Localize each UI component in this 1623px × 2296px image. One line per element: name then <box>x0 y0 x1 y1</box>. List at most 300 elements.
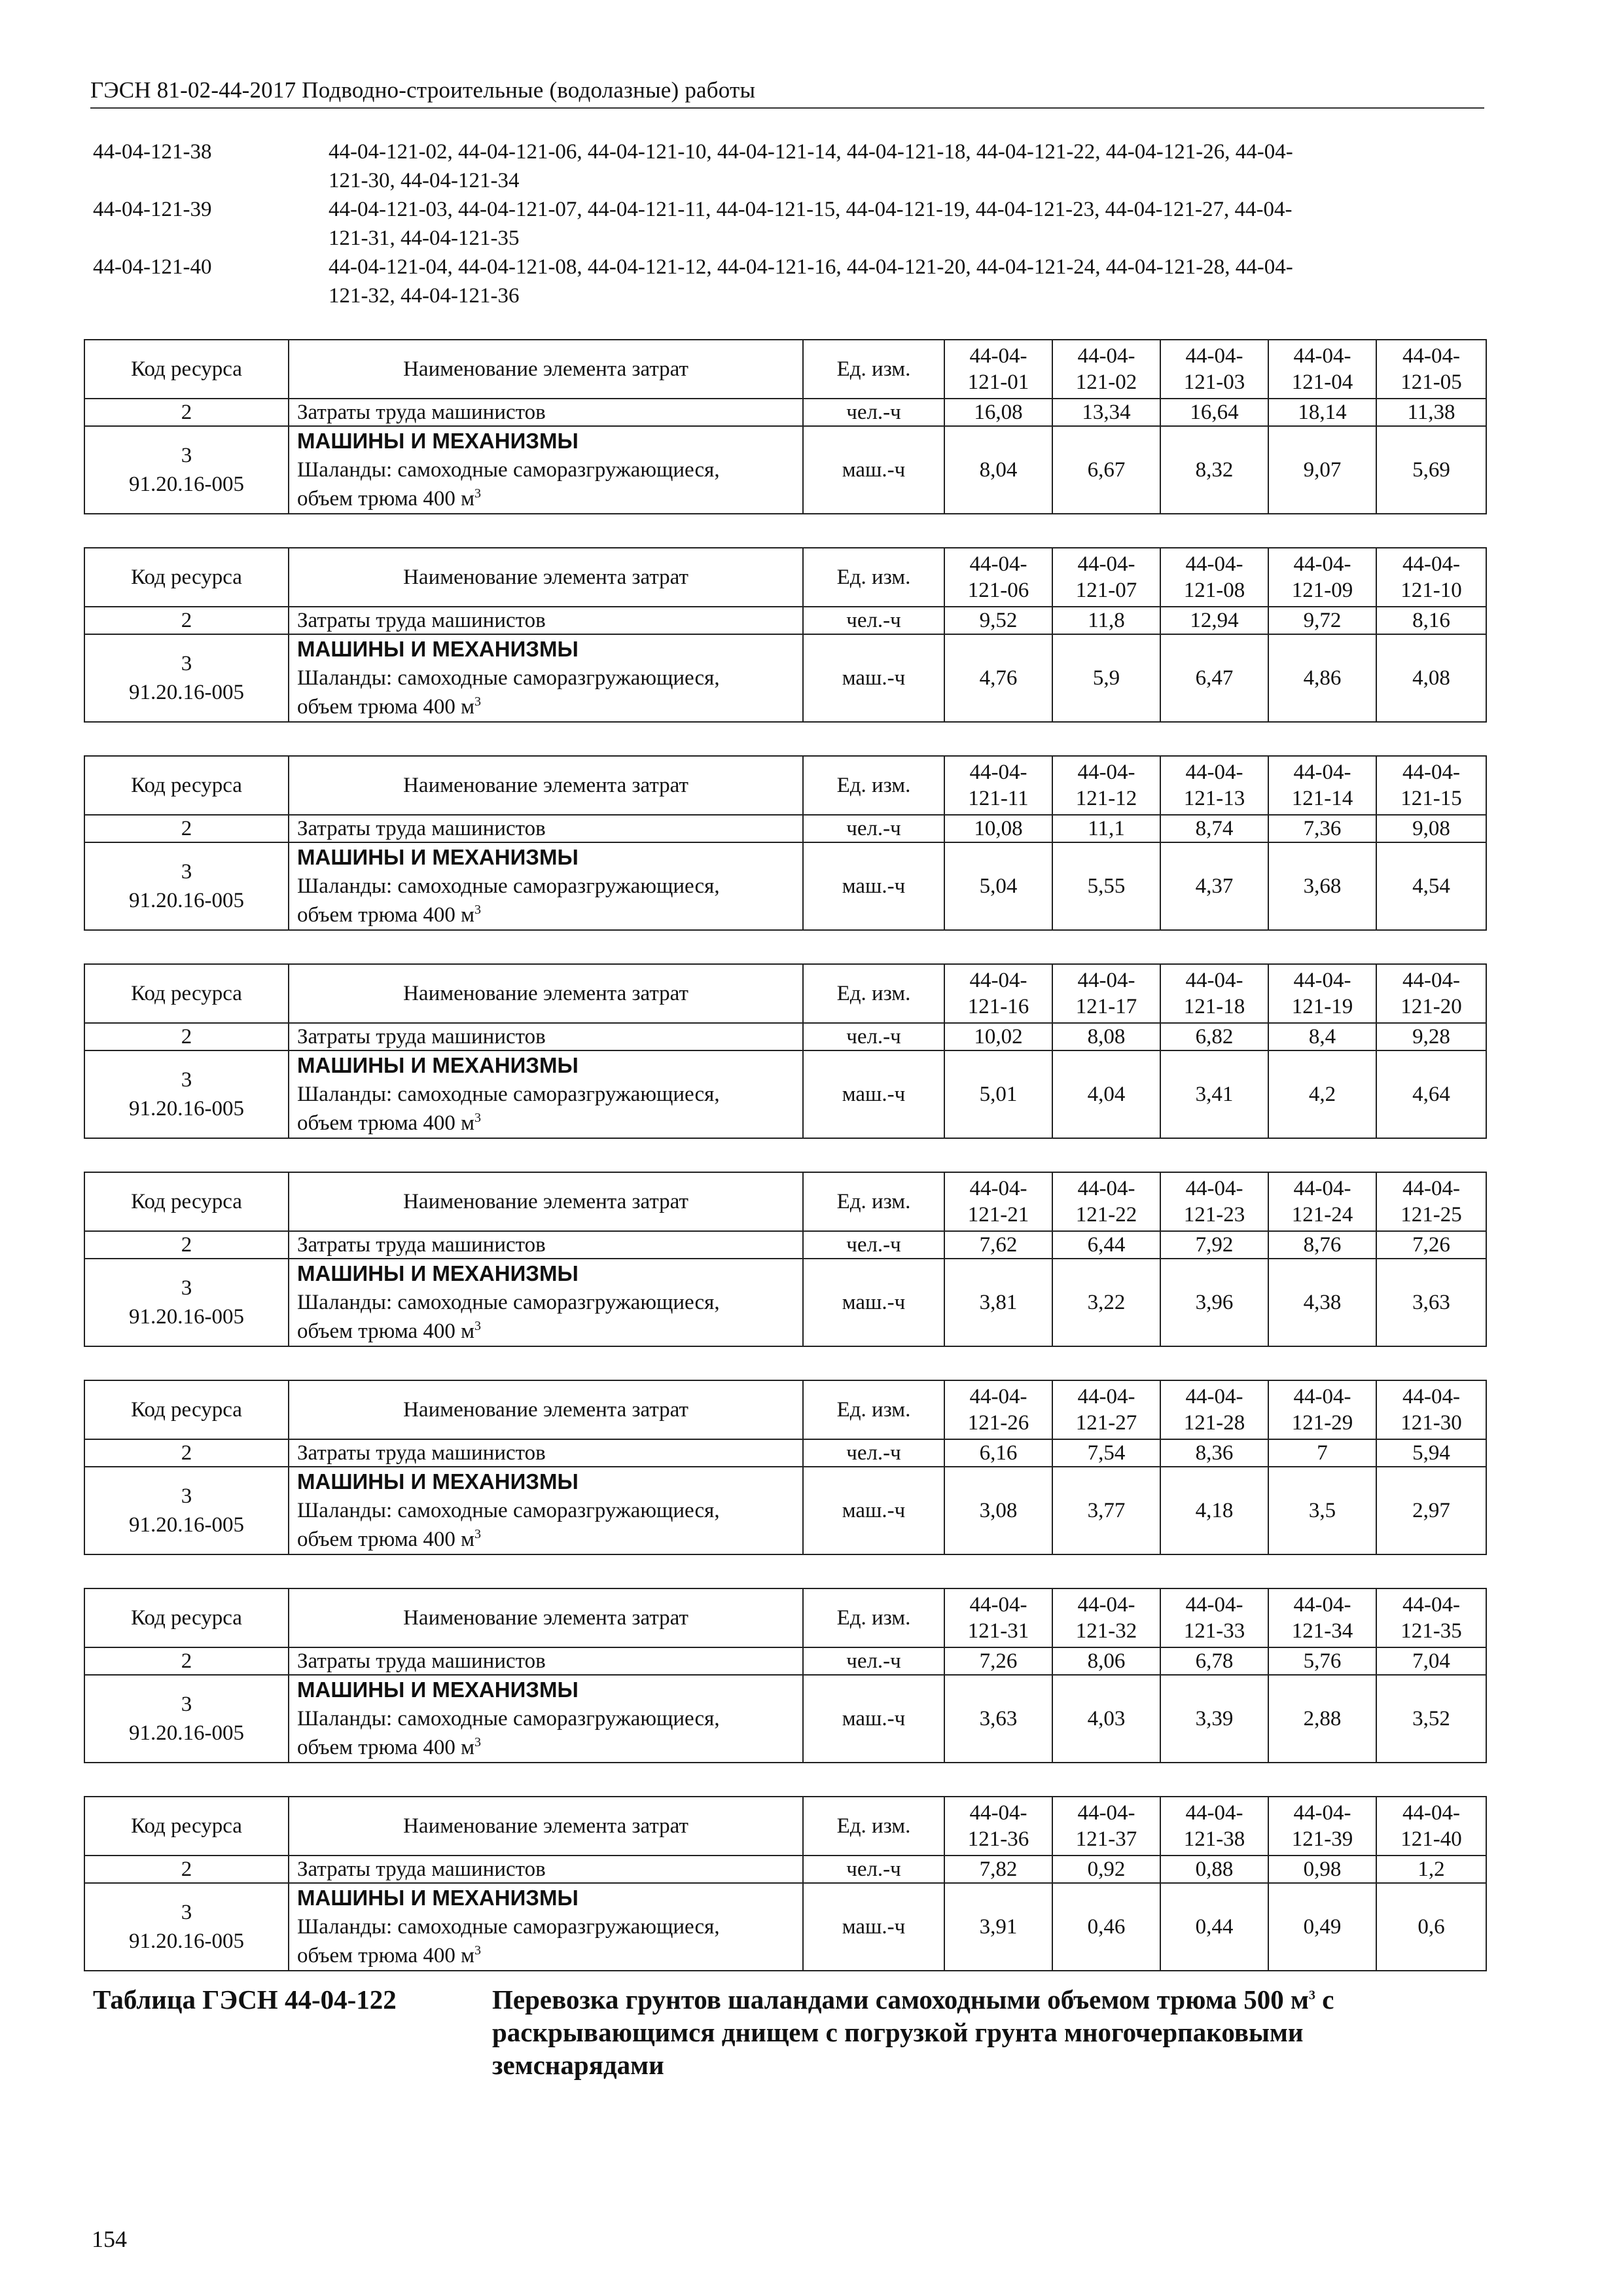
section-code: 3 <box>181 1693 192 1716</box>
section-code: 3 <box>181 444 192 467</box>
norm-code-part: 44-04- <box>1185 344 1243 368</box>
column-header-norm <box>1160 756 1268 815</box>
section-title: МАШИНЫ И МЕХАНИЗМЫ <box>297 1677 579 1702</box>
norm-code-part: 44-04- <box>1185 761 1243 784</box>
table-row-machine <box>84 1675 1486 1763</box>
column-header-name: Наименование элемента затрат <box>289 340 803 399</box>
column-header-unit: Ед. изм. <box>803 964 944 1023</box>
column-header-norm <box>1160 1380 1268 1439</box>
norm-code-part: 121-29 <box>1291 1411 1353 1435</box>
table-cell-value: 10,08 <box>944 815 1052 842</box>
norm-code-part: 44-04- <box>1402 969 1460 992</box>
column-header-norm <box>944 548 1052 607</box>
table-cell-value: 7,82 <box>944 1856 1052 1883</box>
resource-unit: чел.-ч <box>803 607 944 634</box>
machine-name-line: Шаланды: самоходные саморазгружающиеся, <box>297 1083 720 1106</box>
table-cell-value: 4,04 <box>1052 1050 1160 1138</box>
machine-name-line: объем трюма 400 м <box>297 1319 475 1343</box>
resource-unit: маш.-ч <box>803 1883 944 1971</box>
table-cell-value: 5,04 <box>944 842 1052 930</box>
table-cell-value: 5,69 <box>1376 426 1486 514</box>
resource-name: Затраты труда машинистов <box>289 1231 803 1259</box>
column-header-code: Код ресурса <box>84 1797 289 1856</box>
table-cell-value: 5,94 <box>1376 1439 1486 1467</box>
caption-line: Перевозка грунтов шаландами самоходными объемом трюма 500 м <box>492 1984 1309 2015</box>
table-cell-value: 4,86 <box>1268 634 1376 722</box>
machine-name-line: Шаланды: самоходные саморазгружающиеся, <box>297 1915 720 1939</box>
resource-name <box>289 1259 803 1346</box>
mapping-list <box>329 195 1441 253</box>
norm-code-part: 44-04- <box>1185 1801 1243 1825</box>
section-code: 3 <box>181 1068 192 1092</box>
resource-code <box>84 1050 289 1138</box>
machine-name-line: Шаланды: самоходные саморазгружающиеся, <box>297 1291 720 1314</box>
table-cell-value: 4,76 <box>944 634 1052 722</box>
table-cell-value: 11,1 <box>1052 815 1160 842</box>
norm-code-part: 121-24 <box>1291 1203 1353 1227</box>
table-row-labor <box>84 1023 1486 1050</box>
resource-name <box>289 634 803 722</box>
table-cell-value: 11,38 <box>1376 399 1486 426</box>
resource-code <box>84 842 289 930</box>
resource-code <box>84 634 289 722</box>
resource-name: Затраты труда машинистов <box>289 1647 803 1675</box>
caption-line: земснарядами <box>492 2050 664 2080</box>
resource-table <box>84 755 1487 931</box>
table-cell-value: 18,14 <box>1268 399 1376 426</box>
norm-code-part: 44-04- <box>1077 761 1135 784</box>
norm-code-part: 121-36 <box>967 1827 1029 1851</box>
table-row-machine <box>84 1259 1486 1346</box>
resource-unit: чел.-ч <box>803 815 944 842</box>
norm-code-part: 121-18 <box>1183 995 1245 1018</box>
norm-code-part: 44-04- <box>1185 1593 1243 1617</box>
table-cell-value: 10,02 <box>944 1023 1052 1050</box>
machine-name-line: Шаланды: самоходные саморазгружающиеся, <box>297 666 720 690</box>
table-cell-value: 3,41 <box>1160 1050 1268 1138</box>
resource-name: Затраты труда машинистов <box>289 1439 803 1467</box>
table-cell-value: 9,52 <box>944 607 1052 634</box>
column-header-norm <box>1376 1588 1486 1647</box>
mapping-line: 44-04-121-02, 44-04-121-06, 44-04-121-10, 44-04-121-14, 44-04-121-18, 44-04-121-22, 44-04-121-26, 44-04- <box>329 140 1293 164</box>
column-header-code: Код ресурса <box>84 548 289 607</box>
table-cell-value: 0,6 <box>1376 1883 1486 1971</box>
norm-code-part: 121-04 <box>1291 370 1353 394</box>
column-header-unit: Ед. изм. <box>803 340 944 399</box>
section-title: МАШИНЫ И МЕХАНИЗМЫ <box>297 637 579 661</box>
column-header-norm <box>1268 1380 1376 1439</box>
table-cell-value: 2,88 <box>1268 1675 1376 1763</box>
resource-unit: чел.-ч <box>803 1023 944 1050</box>
column-header-norm <box>1052 340 1160 399</box>
norm-code-part: 44-04- <box>1293 761 1351 784</box>
norm-code-part: 44-04- <box>969 1593 1027 1617</box>
norm-code-part: 44-04- <box>969 552 1027 576</box>
table-cell-value: 8,4 <box>1268 1023 1376 1050</box>
table-cell-value: 5,9 <box>1052 634 1160 722</box>
section-code: 3 <box>181 1484 192 1508</box>
table-cell-value: 3,77 <box>1052 1467 1160 1554</box>
table-cell-value: 8,74 <box>1160 815 1268 842</box>
resource-unit: маш.-ч <box>803 1259 944 1346</box>
table-row-labor <box>84 815 1486 842</box>
table-cell-value: 7,26 <box>1376 1231 1486 1259</box>
table-cell-value: 8,04 <box>944 426 1052 514</box>
table-cell-value: 4,18 <box>1160 1467 1268 1554</box>
unit-superscript: 3 <box>474 1319 482 1333</box>
column-header-norm <box>1376 548 1486 607</box>
machine-code: 91.20.16-005 <box>129 1305 244 1329</box>
table-cell-value: 4,64 <box>1376 1050 1486 1138</box>
column-header-norm <box>1052 1172 1160 1231</box>
table-cell-value: 16,08 <box>944 399 1052 426</box>
norm-code-part: 121-06 <box>967 579 1029 602</box>
resource-code: 2 <box>84 1439 289 1467</box>
table-cell-value: 12,94 <box>1160 607 1268 634</box>
table-header-row <box>84 1797 1486 1856</box>
column-header-name: Наименование элемента затрат <box>289 1172 803 1231</box>
table-cell-value: 4,54 <box>1376 842 1486 930</box>
resource-code: 2 <box>84 1856 289 1883</box>
mapping-line: 121-32, 44-04-121-36 <box>329 284 520 308</box>
column-header-norm <box>1160 964 1268 1023</box>
table-header-row <box>84 756 1486 815</box>
resource-table <box>84 1796 1487 1971</box>
norm-code-part: 121-34 <box>1291 1619 1353 1643</box>
table-cell-value: 3,91 <box>944 1883 1052 1971</box>
norm-code-part: 44-04- <box>1402 1385 1460 1408</box>
table-cell-value: 1,2 <box>1376 1856 1486 1883</box>
mapping-line: 121-31, 44-04-121-35 <box>329 226 520 250</box>
machine-code: 91.20.16-005 <box>129 1513 244 1537</box>
machine-name-line: объем трюма 400 м <box>297 1736 475 1759</box>
norm-code-part: 44-04- <box>1402 552 1460 576</box>
table-cell-value: 6,67 <box>1052 426 1160 514</box>
norm-code-part: 121-23 <box>1183 1203 1245 1227</box>
column-header-norm <box>1052 1380 1160 1439</box>
table-cell-value: 8,16 <box>1376 607 1486 634</box>
table-cell-value: 4,37 <box>1160 842 1268 930</box>
norm-code-part: 44-04- <box>1402 344 1460 368</box>
table-row-machine <box>84 1883 1486 1971</box>
machine-name-line: Шаланды: самоходные саморазгружающиеся, <box>297 1707 720 1731</box>
norm-code-part: 44-04- <box>969 344 1027 368</box>
table-cell-value: 7,36 <box>1268 815 1376 842</box>
norm-code-part: 121-21 <box>967 1203 1029 1227</box>
norm-code-part: 121-35 <box>1400 1619 1462 1643</box>
norm-code-part: 44-04- <box>969 761 1027 784</box>
norm-code-part: 44-04- <box>1402 1801 1460 1825</box>
resource-name <box>289 426 803 514</box>
table-caption-title <box>492 1983 1487 2081</box>
table-cell-value: 7,92 <box>1160 1231 1268 1259</box>
column-header-norm <box>1160 340 1268 399</box>
column-header-norm <box>1052 964 1160 1023</box>
resource-unit: чел.-ч <box>803 1856 944 1883</box>
norm-code-part: 121-03 <box>1183 370 1245 394</box>
resource-table <box>84 547 1487 723</box>
column-header-name: Наименование элемента затрат <box>289 548 803 607</box>
mapping-code: 44-04-121-38 <box>93 140 212 164</box>
resource-table <box>84 1380 1487 1555</box>
section-title: МАШИНЫ И МЕХАНИЗМЫ <box>297 1886 579 1910</box>
resource-code: 2 <box>84 1023 289 1050</box>
column-header-norm <box>1376 756 1486 815</box>
table-cell-value: 7,26 <box>944 1647 1052 1675</box>
unit-superscript: 3 <box>474 694 482 709</box>
table-cell-value: 0,49 <box>1268 1883 1376 1971</box>
resource-unit: чел.-ч <box>803 399 944 426</box>
norm-code-part: 44-04- <box>1185 552 1243 576</box>
norm-code-part: 44-04- <box>1293 344 1351 368</box>
table-header-row <box>84 548 1486 607</box>
norm-code-part: 44-04- <box>1077 1801 1135 1825</box>
resource-code: 2 <box>84 607 289 634</box>
norm-code-part: 121-13 <box>1183 787 1245 810</box>
table-row-machine <box>84 426 1486 514</box>
column-header-norm <box>944 1588 1052 1647</box>
machine-name-line: объем трюма 400 м <box>297 695 475 719</box>
caption-line-end: с <box>1315 1984 1334 2015</box>
column-header-norm <box>1268 548 1376 607</box>
column-header-code: Код ресурса <box>84 340 289 399</box>
section-code: 3 <box>181 652 192 675</box>
machine-code: 91.20.16-005 <box>129 473 244 496</box>
machine-name-line: объем трюма 400 м <box>297 1528 475 1551</box>
column-header-code: Код ресурса <box>84 1588 289 1647</box>
column-header-norm <box>1160 1797 1268 1856</box>
column-header-unit: Ед. изм. <box>803 1588 944 1647</box>
machine-name-line: объем трюма 400 м <box>297 903 475 927</box>
table-cell-value: 8,08 <box>1052 1023 1160 1050</box>
table-cell-value: 13,34 <box>1052 399 1160 426</box>
norm-code-part: 121-01 <box>967 370 1029 394</box>
table-cell-value: 7,62 <box>944 1231 1052 1259</box>
resource-unit: маш.-ч <box>803 842 944 930</box>
norm-code-part: 121-11 <box>968 787 1029 810</box>
resource-unit: маш.-ч <box>803 1675 944 1763</box>
table-cell-value: 9,72 <box>1268 607 1376 634</box>
table-header-row <box>84 1380 1486 1439</box>
table-cell-value: 4,2 <box>1268 1050 1376 1138</box>
resource-code <box>84 1467 289 1554</box>
unit-superscript: 3 <box>474 1735 482 1749</box>
norm-code-part: 121-12 <box>1075 787 1137 810</box>
machine-code: 91.20.16-005 <box>129 889 244 912</box>
norm-code-part: 44-04- <box>1293 552 1351 576</box>
table-cell-value: 0,98 <box>1268 1856 1376 1883</box>
norm-code-part: 121-05 <box>1400 370 1462 394</box>
norm-code-part: 44-04- <box>969 969 1027 992</box>
table-cell-value: 4,08 <box>1376 634 1486 722</box>
column-header-code: Код ресурса <box>84 1172 289 1231</box>
resource-code <box>84 1883 289 1971</box>
table-cell-value: 2,97 <box>1376 1467 1486 1554</box>
unit-superscript: 3 <box>474 903 482 917</box>
resource-unit: маш.-ч <box>803 1050 944 1138</box>
norm-code-part: 121-10 <box>1400 579 1462 602</box>
table-cell-value: 3,68 <box>1268 842 1376 930</box>
resource-name <box>289 1883 803 1971</box>
column-header-norm <box>944 1172 1052 1231</box>
table-cell-value: 3,81 <box>944 1259 1052 1346</box>
table-cell-value: 3,52 <box>1376 1675 1486 1763</box>
machine-name-line: объем трюма 400 м <box>297 1944 475 1967</box>
table-row-machine <box>84 842 1486 930</box>
norm-code-part: 121-26 <box>967 1411 1029 1435</box>
norm-code-part: 121-40 <box>1400 1827 1462 1851</box>
norm-code-part: 44-04- <box>1293 1177 1351 1200</box>
column-header-name: Наименование элемента затрат <box>289 964 803 1023</box>
norm-code-part: 121-30 <box>1400 1411 1462 1435</box>
norm-code-part: 121-09 <box>1291 579 1353 602</box>
norm-code-part: 44-04- <box>1077 552 1135 576</box>
norm-code-part: 121-07 <box>1075 579 1137 602</box>
norm-code-part: 44-04- <box>1293 969 1351 992</box>
table-cell-value: 16,64 <box>1160 399 1268 426</box>
column-header-norm <box>944 1380 1052 1439</box>
norm-code-part: 44-04- <box>969 1385 1027 1408</box>
table-row-machine <box>84 634 1486 722</box>
mapping-code: 44-04-121-40 <box>93 255 212 279</box>
table-cell-value: 3,39 <box>1160 1675 1268 1763</box>
table-cell-value: 9,28 <box>1376 1023 1486 1050</box>
column-header-norm <box>1268 1172 1376 1231</box>
table-cell-value: 5,76 <box>1268 1647 1376 1675</box>
norm-code-part: 44-04- <box>1402 1593 1460 1617</box>
table-cell-value: 7 <box>1268 1439 1376 1467</box>
table-cell-value: 7,54 <box>1052 1439 1160 1467</box>
norm-code-part: 44-04- <box>1293 1385 1351 1408</box>
table-row-labor <box>84 1856 1486 1883</box>
resource-table <box>84 963 1487 1139</box>
mapping-row <box>93 253 1441 310</box>
table-header-row <box>84 1172 1486 1231</box>
table-cell-value: 0,92 <box>1052 1856 1160 1883</box>
resource-code: 2 <box>84 1231 289 1259</box>
column-header-norm <box>1376 1380 1486 1439</box>
norm-code-part: 121-19 <box>1291 995 1353 1018</box>
resource-code <box>84 426 289 514</box>
section-code: 3 <box>181 1276 192 1300</box>
resource-name: Затраты труда машинистов <box>289 1856 803 1883</box>
column-header-norm <box>1160 548 1268 607</box>
resource-unit: маш.-ч <box>803 634 944 722</box>
table-header-row <box>84 1588 1486 1647</box>
machine-code: 91.20.16-005 <box>129 1721 244 1745</box>
norm-code-part: 121-38 <box>1183 1827 1245 1851</box>
column-header-norm <box>1052 1588 1160 1647</box>
norm-code-part: 121-25 <box>1400 1203 1462 1227</box>
resource-name: Затраты труда машинистов <box>289 607 803 634</box>
section-title: МАШИНЫ И МЕХАНИЗМЫ <box>297 1053 579 1077</box>
table-cell-value: 3,5 <box>1268 1467 1376 1554</box>
mapping-row <box>93 195 1441 253</box>
machine-name-line: объем трюма 400 м <box>297 1111 475 1135</box>
table-row-labor <box>84 399 1486 426</box>
norm-code-part: 121-17 <box>1075 995 1137 1018</box>
norm-code-part: 44-04- <box>1293 1593 1351 1617</box>
column-header-norm <box>1376 964 1486 1023</box>
column-header-norm <box>1376 1172 1486 1231</box>
table-cell-value: 9,08 <box>1376 815 1486 842</box>
running-header: ГЭСН 81-02-44-2017 Подводно-строительные (водолазные) работы <box>90 77 1484 109</box>
table-cell-value: 0,46 <box>1052 1883 1160 1971</box>
column-header-unit: Ед. изм. <box>803 1797 944 1856</box>
table-cell-value: 5,01 <box>944 1050 1052 1138</box>
resource-code <box>84 1259 289 1346</box>
resource-name <box>289 1467 803 1554</box>
machine-name-line: объем трюма 400 м <box>297 487 475 511</box>
resource-table <box>84 1588 1487 1763</box>
table-cell-value: 9,07 <box>1268 426 1376 514</box>
column-header-norm <box>944 1797 1052 1856</box>
machine-name-line: Шаланды: самоходные саморазгружающиеся, <box>297 1499 720 1522</box>
column-header-code: Код ресурса <box>84 1380 289 1439</box>
resource-unit: чел.-ч <box>803 1439 944 1467</box>
table-cell-value: 0,44 <box>1160 1883 1268 1971</box>
resource-name <box>289 1050 803 1138</box>
table-cell-value: 11,8 <box>1052 607 1160 634</box>
column-header-unit: Ед. изм. <box>803 548 944 607</box>
section-title: МАШИНЫ И МЕХАНИЗМЫ <box>297 1469 579 1494</box>
table-cell-value: 8,36 <box>1160 1439 1268 1467</box>
norm-code-part: 121-27 <box>1075 1411 1137 1435</box>
column-header-unit: Ед. изм. <box>803 756 944 815</box>
table-cell-value: 3,22 <box>1052 1259 1160 1346</box>
mapping-list <box>329 137 1441 195</box>
norm-code-part: 121-37 <box>1075 1827 1137 1851</box>
mapping-list <box>329 253 1441 310</box>
norm-code-part: 44-04- <box>1185 969 1243 992</box>
section-code: 3 <box>181 1901 192 1924</box>
norm-code-part: 121-33 <box>1183 1619 1245 1643</box>
table-cell-value: 8,76 <box>1268 1231 1376 1259</box>
norm-code-part: 121-16 <box>967 995 1029 1018</box>
unit-superscript: 3 <box>474 1111 482 1125</box>
column-header-norm <box>1268 1797 1376 1856</box>
norm-code-part: 44-04- <box>1077 344 1135 368</box>
table-cell-value: 3,63 <box>944 1675 1052 1763</box>
table-row-labor <box>84 1647 1486 1675</box>
norm-code-part: 44-04- <box>1077 1593 1135 1617</box>
table-row-labor <box>84 1231 1486 1259</box>
table-header-row <box>84 964 1486 1023</box>
norm-code-part: 44-04- <box>1185 1385 1243 1408</box>
table-caption <box>93 1983 1487 2081</box>
mapping-line: 44-04-121-04, 44-04-121-08, 44-04-121-12, 44-04-121-16, 44-04-121-20, 44-04-121-24, 44-04-121-28, 44-04- <box>329 255 1293 279</box>
caption-line: раскрывающимся днищем с погрузкой грунта многочерпаковыми <box>492 2017 1304 2047</box>
column-header-name: Наименование элемента затрат <box>289 1588 803 1647</box>
machine-name-line: Шаланды: самоходные саморазгружающиеся, <box>297 458 720 482</box>
norm-code-part: 121-31 <box>967 1619 1029 1643</box>
column-header-norm <box>1052 1797 1160 1856</box>
column-header-unit: Ед. изм. <box>803 1380 944 1439</box>
unit-superscript: 3 <box>474 486 482 501</box>
table-cell-value: 7,04 <box>1376 1647 1486 1675</box>
norm-code-part: 121-28 <box>1183 1411 1245 1435</box>
unit-superscript: 3 <box>474 1943 482 1958</box>
resource-name: Затраты труда машинистов <box>289 815 803 842</box>
norm-code-part: 44-04- <box>969 1801 1027 1825</box>
table-cell-value: 6,82 <box>1160 1023 1268 1050</box>
norm-code-part: 44-04- <box>1402 1177 1460 1200</box>
table-cell-value: 6,47 <box>1160 634 1268 722</box>
table-cell-value: 8,06 <box>1052 1647 1160 1675</box>
column-header-norm <box>1160 1172 1268 1231</box>
unit-superscript: 3 <box>474 1527 482 1541</box>
section-title: МАШИНЫ И МЕХАНИЗМЫ <box>297 1261 579 1285</box>
